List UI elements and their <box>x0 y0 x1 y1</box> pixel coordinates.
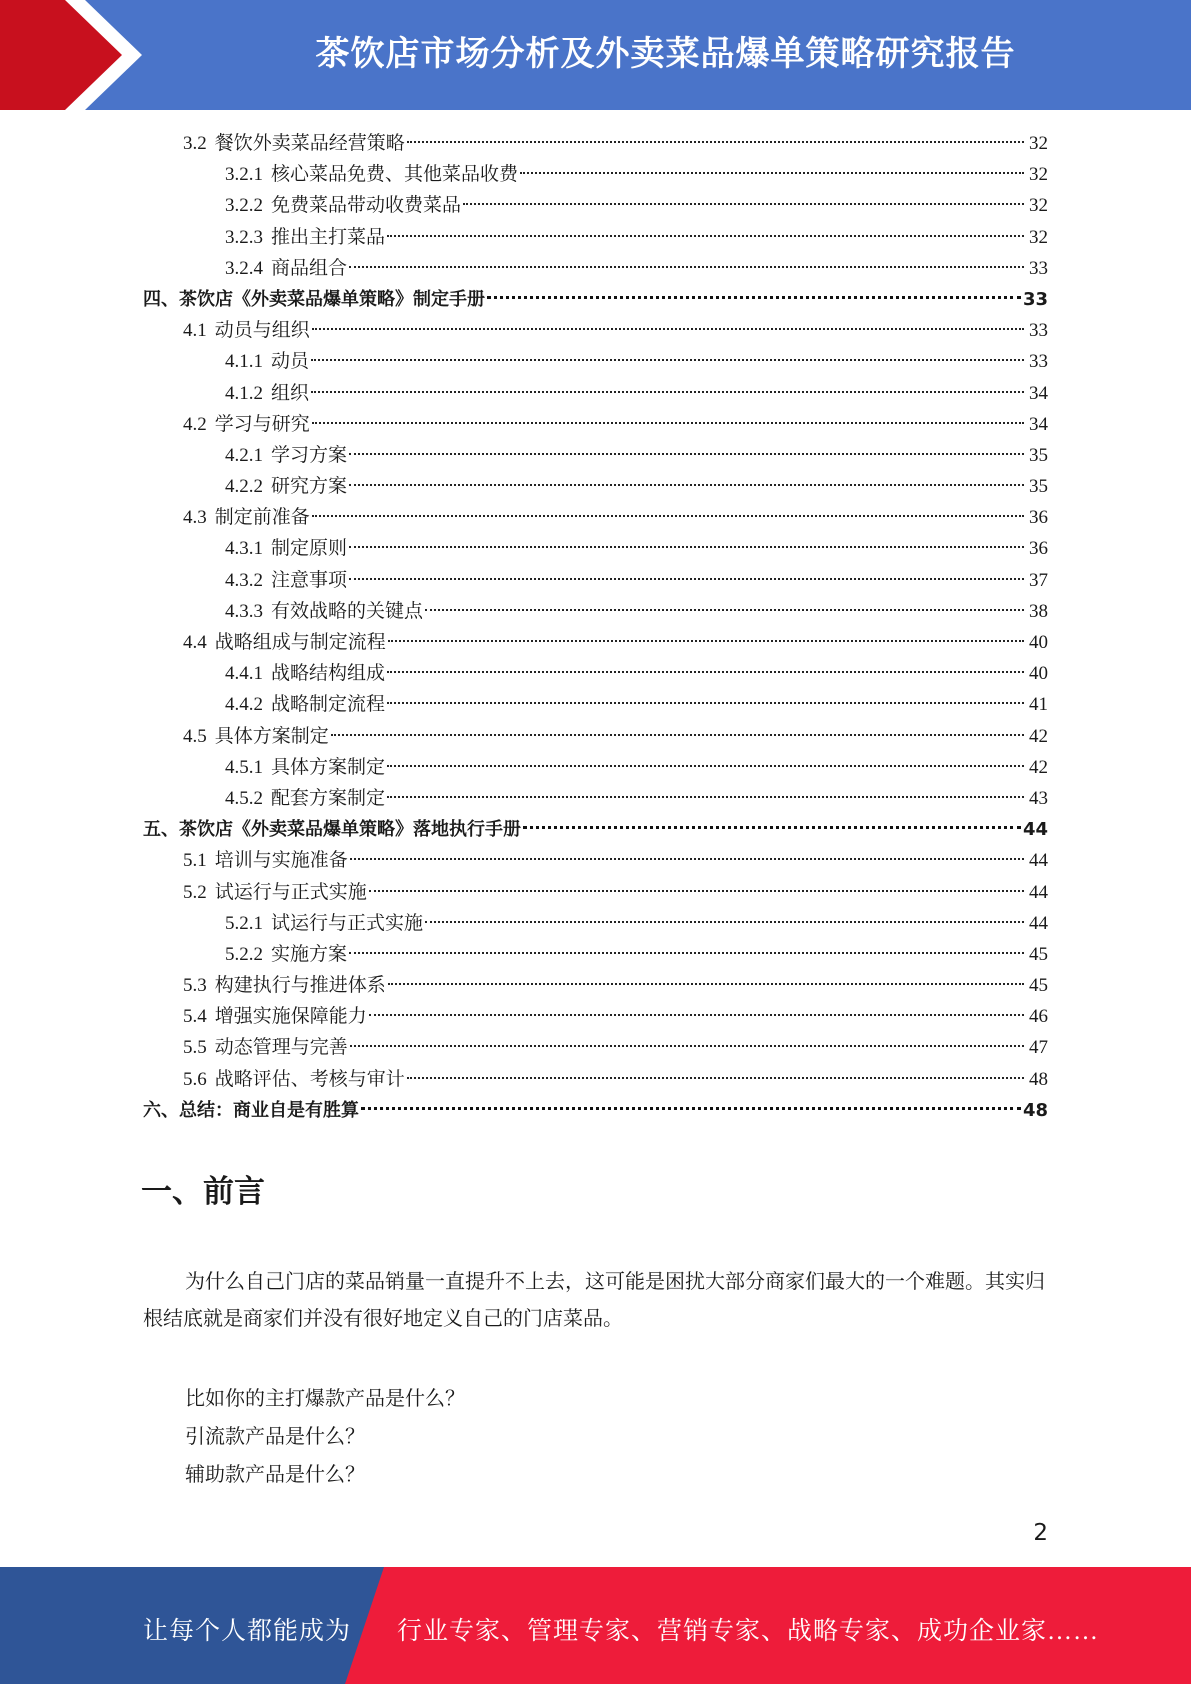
toc-entry-number: 4.2.1 <box>225 444 263 466</box>
toc-entry-number: 5.3 <box>183 975 207 997</box>
toc-entry-title: 试运行与正式实施 <box>214 881 367 903</box>
toc-entry-title: 核心菜品免费、其他菜品收费 <box>271 164 519 186</box>
toc-entry[interactable] <box>143 939 1048 970</box>
toc-entry-page: 42 <box>1029 725 1048 747</box>
toc-entry[interactable] <box>143 814 1048 845</box>
toc-entry-page: 32 <box>1029 133 1048 154</box>
toc-entry[interactable] <box>143 346 1048 377</box>
toc-entry-number: 4.4.2 <box>225 694 263 716</box>
toc-dot-leader <box>331 734 1024 736</box>
toc-entry-page: 34 <box>1029 413 1048 435</box>
toc-dot-leader <box>520 172 1024 174</box>
toc-entry-title: 动员 <box>271 351 310 373</box>
toc-entry-title: 动态管理与完善 <box>214 1037 348 1059</box>
question-3: 辅助款产品是什么？ <box>185 1464 365 1486</box>
toc-entry-page: 40 <box>1029 663 1048 685</box>
toc-entry-title: 战略评估、考核与审计 <box>214 1068 405 1090</box>
toc-entry-title: 有效战略的关键点 <box>271 600 424 622</box>
toc-dot-leader <box>425 921 1024 923</box>
question-1: 比如你的主打爆款产品是什么？ <box>185 1388 465 1410</box>
toc-entry-title: 试运行与正式实施 <box>271 912 424 934</box>
toc-entry[interactable] <box>143 908 1048 939</box>
toc-entry-title: 五、茶饮店《外卖菜品爆单策略》落地执行手册 <box>143 819 521 841</box>
page-footer <box>0 1567 1191 1684</box>
toc-entry[interactable] <box>143 315 1048 346</box>
toc-entry-title: 学习与研究 <box>214 413 310 435</box>
toc-entry-page: 48 <box>1022 1099 1048 1121</box>
toc-entry-number: 4.5.2 <box>225 787 263 809</box>
toc-entry-page: 40 <box>1029 632 1048 653</box>
toc-entry-page: 36 <box>1029 507 1048 529</box>
toc-entry-page: 42 <box>1029 756 1048 778</box>
toc-entry-page: 33 <box>1029 257 1048 279</box>
toc-entry-number: 4.2.2 <box>225 476 263 498</box>
toc-dot-leader <box>388 640 1024 642</box>
toc-entry[interactable] <box>143 565 1048 596</box>
toc-entry-title: 免费菜品带动收费菜品 <box>271 195 462 217</box>
toc-entry[interactable] <box>143 409 1048 440</box>
toc-dot-leader <box>311 391 1024 393</box>
toc-dot-leader <box>312 328 1024 330</box>
toc-dot-leader <box>407 1077 1024 1079</box>
question-2: 引流款产品是什么？ <box>185 1426 365 1448</box>
toc-entry-title: 餐饮外卖菜品经营策略 <box>214 133 405 154</box>
table-of-contents <box>143 128 1048 1126</box>
toc-entry-page: 35 <box>1029 476 1048 498</box>
toc-entry-title: 战略制定流程 <box>271 694 386 716</box>
toc-dot-leader <box>361 1107 1021 1110</box>
toc-entry-title: 学习方案 <box>271 444 348 466</box>
toc-entry-number: 3.2.1 <box>225 164 263 186</box>
toc-entry-page: 46 <box>1029 1006 1048 1028</box>
toc-entry-number: 5.2.2 <box>225 943 263 965</box>
toc-entry[interactable] <box>143 1064 1048 1095</box>
toc-entry-title: 实施方案 <box>271 943 348 965</box>
toc-entry[interactable] <box>143 128 1048 159</box>
toc-dot-leader <box>350 1045 1024 1047</box>
toc-entry[interactable] <box>143 658 1048 689</box>
toc-dot-leader <box>369 1014 1024 1016</box>
toc-entry-number: 4.3.2 <box>225 569 263 591</box>
toc-entry[interactable] <box>143 1001 1048 1032</box>
toc-entry[interactable] <box>143 1032 1048 1063</box>
toc-entry-title: 制定原则 <box>271 538 348 560</box>
toc-entry[interactable] <box>143 752 1048 783</box>
toc-dot-leader <box>312 422 1024 424</box>
toc-entry[interactable] <box>143 721 1048 752</box>
toc-dot-leader <box>387 235 1024 237</box>
toc-entry-title: 组织 <box>271 382 310 404</box>
toc-entry-title: 四、茶饮店《外卖菜品爆单策略》制定手册 <box>143 288 485 310</box>
toc-entry-title: 六、总结：商业自是有胜算 <box>143 1099 359 1121</box>
intro-paragraph: 为什么自己门店的菜品销量一直提升不上去，这可能是困扰大部分商家们最大的一个难题。其实归根结底就是商家们并没有很好地定义自己的门店菜品。 <box>143 1271 1045 1330</box>
toc-entry-page: 38 <box>1029 600 1048 622</box>
toc-entry-number: 4.5.1 <box>225 756 263 778</box>
toc-dot-leader <box>387 765 1024 767</box>
toc-dot-leader <box>311 359 1024 361</box>
toc-dot-leader <box>349 578 1024 580</box>
toc-entry-number: 4.1.1 <box>225 351 263 373</box>
toc-entry[interactable] <box>143 284 1048 315</box>
toc-entry-title: 注意事项 <box>271 569 348 591</box>
toc-entry-number: 4.3.1 <box>225 538 263 560</box>
toc-entry[interactable] <box>143 222 1048 253</box>
toc-entry-number: 5.5 <box>183 1037 207 1059</box>
toc-entry-page: 44 <box>1029 912 1048 934</box>
toc-entry[interactable] <box>143 378 1048 409</box>
section-title: 一、前言 <box>141 1174 265 1210</box>
toc-entry[interactable] <box>143 159 1048 190</box>
toc-dot-leader <box>350 858 1024 860</box>
footer-slogan-left: 让每个人都能成为 <box>143 1618 352 1645</box>
toc-dot-leader <box>388 983 1024 985</box>
toc-entry-page: 45 <box>1029 975 1048 997</box>
page-header <box>0 0 1191 110</box>
toc-entry-title: 配套方案制定 <box>271 787 386 809</box>
toc-dot-leader <box>349 266 1024 268</box>
toc-dot-leader <box>387 671 1024 673</box>
toc-entry-title: 推出主打菜品 <box>271 226 386 248</box>
toc-entry-number: 4.3.3 <box>225 600 263 622</box>
toc-entry-number: 4.1.2 <box>225 382 263 404</box>
toc-entry-page: 34 <box>1029 382 1048 404</box>
toc-entry-page: 41 <box>1029 694 1048 716</box>
toc-entry-number: 4.4 <box>183 632 207 653</box>
toc-entry-number: 5.2.1 <box>225 912 263 934</box>
toc-entry-page: 45 <box>1029 943 1048 965</box>
toc-entry-page: 36 <box>1029 538 1048 560</box>
toc-entry-page: 33 <box>1029 320 1048 342</box>
toc-entry-number: 5.1 <box>183 850 207 872</box>
toc-entry[interactable] <box>143 627 1048 658</box>
toc-entry-page: 33 <box>1029 351 1048 373</box>
toc-entry-page: 44 <box>1022 819 1048 841</box>
toc-entry[interactable] <box>143 533 1048 564</box>
toc-entry[interactable] <box>143 877 1048 908</box>
report-title: 茶饮店市场分析及外卖菜品爆单策略研究报告 <box>315 34 1016 74</box>
toc-dot-leader <box>369 890 1024 892</box>
toc-entry-page: 35 <box>1029 444 1048 466</box>
toc-dot-leader <box>463 203 1024 205</box>
toc-entry-page: 32 <box>1029 226 1048 248</box>
toc-entry-page: 32 <box>1029 164 1048 186</box>
toc-entry-page: 43 <box>1029 787 1048 809</box>
toc-entry-title: 构建执行与推进体系 <box>214 975 386 997</box>
toc-entry[interactable] <box>143 190 1048 221</box>
toc-entry[interactable] <box>143 440 1048 471</box>
toc-dot-leader <box>349 952 1024 954</box>
toc-entry[interactable] <box>143 845 1048 876</box>
toc-entry-title: 培训与实施准备 <box>214 850 348 872</box>
toc-entry[interactable] <box>143 970 1048 1001</box>
header-red-chevron <box>0 0 150 110</box>
toc-entry-title: 战略组成与制定流程 <box>214 632 386 653</box>
toc-entry-page: 44 <box>1029 850 1048 872</box>
toc-entry-title: 制定前准备 <box>214 507 310 529</box>
toc-entry-number: 3.2.2 <box>225 195 263 217</box>
toc-dot-leader <box>349 546 1024 548</box>
toc-entry-number: 3.2.3 <box>225 226 263 248</box>
toc-entry-number: 3.2.4 <box>225 257 263 279</box>
toc-entry-title: 具体方案制定 <box>271 756 386 778</box>
toc-entry[interactable] <box>143 596 1048 627</box>
toc-dot-leader <box>387 702 1024 704</box>
toc-dot-leader <box>425 609 1024 611</box>
toc-entry-page: 48 <box>1029 1068 1048 1090</box>
toc-entry-title: 增强实施保障能力 <box>214 1006 367 1028</box>
toc-entry[interactable] <box>143 783 1048 814</box>
toc-entry-page: 32 <box>1029 195 1048 217</box>
toc-entry-title: 商品组合 <box>271 257 348 279</box>
toc-entry-number: 5.2 <box>183 881 207 903</box>
toc-entry[interactable] <box>143 1095 1048 1126</box>
toc-entry[interactable] <box>143 471 1048 502</box>
toc-entry-number: 4.4.1 <box>225 663 263 685</box>
toc-dot-leader <box>349 453 1024 455</box>
toc-entry-number: 4.3 <box>183 507 207 529</box>
toc-entry-number: 4.5 <box>183 725 207 747</box>
toc-entry-title: 具体方案制定 <box>214 725 329 747</box>
toc-entry-page: 44 <box>1029 881 1048 903</box>
toc-entry-page: 33 <box>1022 288 1048 310</box>
toc-entry-title: 动员与组织 <box>214 320 310 342</box>
toc-entry-number: 5.4 <box>183 1006 207 1028</box>
toc-dot-leader <box>387 796 1024 798</box>
page-number: 2 <box>1033 1520 1048 1546</box>
toc-dot-leader <box>407 141 1024 143</box>
toc-entry-number: 3.2 <box>183 133 207 154</box>
toc-dot-leader <box>523 826 1021 829</box>
toc-entry-page: 47 <box>1029 1037 1048 1059</box>
toc-entry-page: 37 <box>1029 569 1048 591</box>
toc-entry-title: 研究方案 <box>271 476 348 498</box>
toc-dot-leader <box>349 484 1024 486</box>
toc-entry-number: 5.6 <box>183 1068 207 1090</box>
toc-entry[interactable] <box>143 502 1048 533</box>
toc-entry-title: 战略结构组成 <box>271 663 386 685</box>
toc-dot-leader <box>312 515 1024 517</box>
toc-entry-number: 4.2 <box>183 413 207 435</box>
toc-entry[interactable] <box>143 689 1048 720</box>
toc-entry-number: 4.1 <box>183 320 207 342</box>
toc-entry[interactable] <box>143 253 1048 284</box>
footer-slogan-right: 行业专家、管理专家、营销专家、战略专家、成功企业家…… <box>397 1618 1100 1645</box>
toc-dot-leader <box>487 296 1021 299</box>
